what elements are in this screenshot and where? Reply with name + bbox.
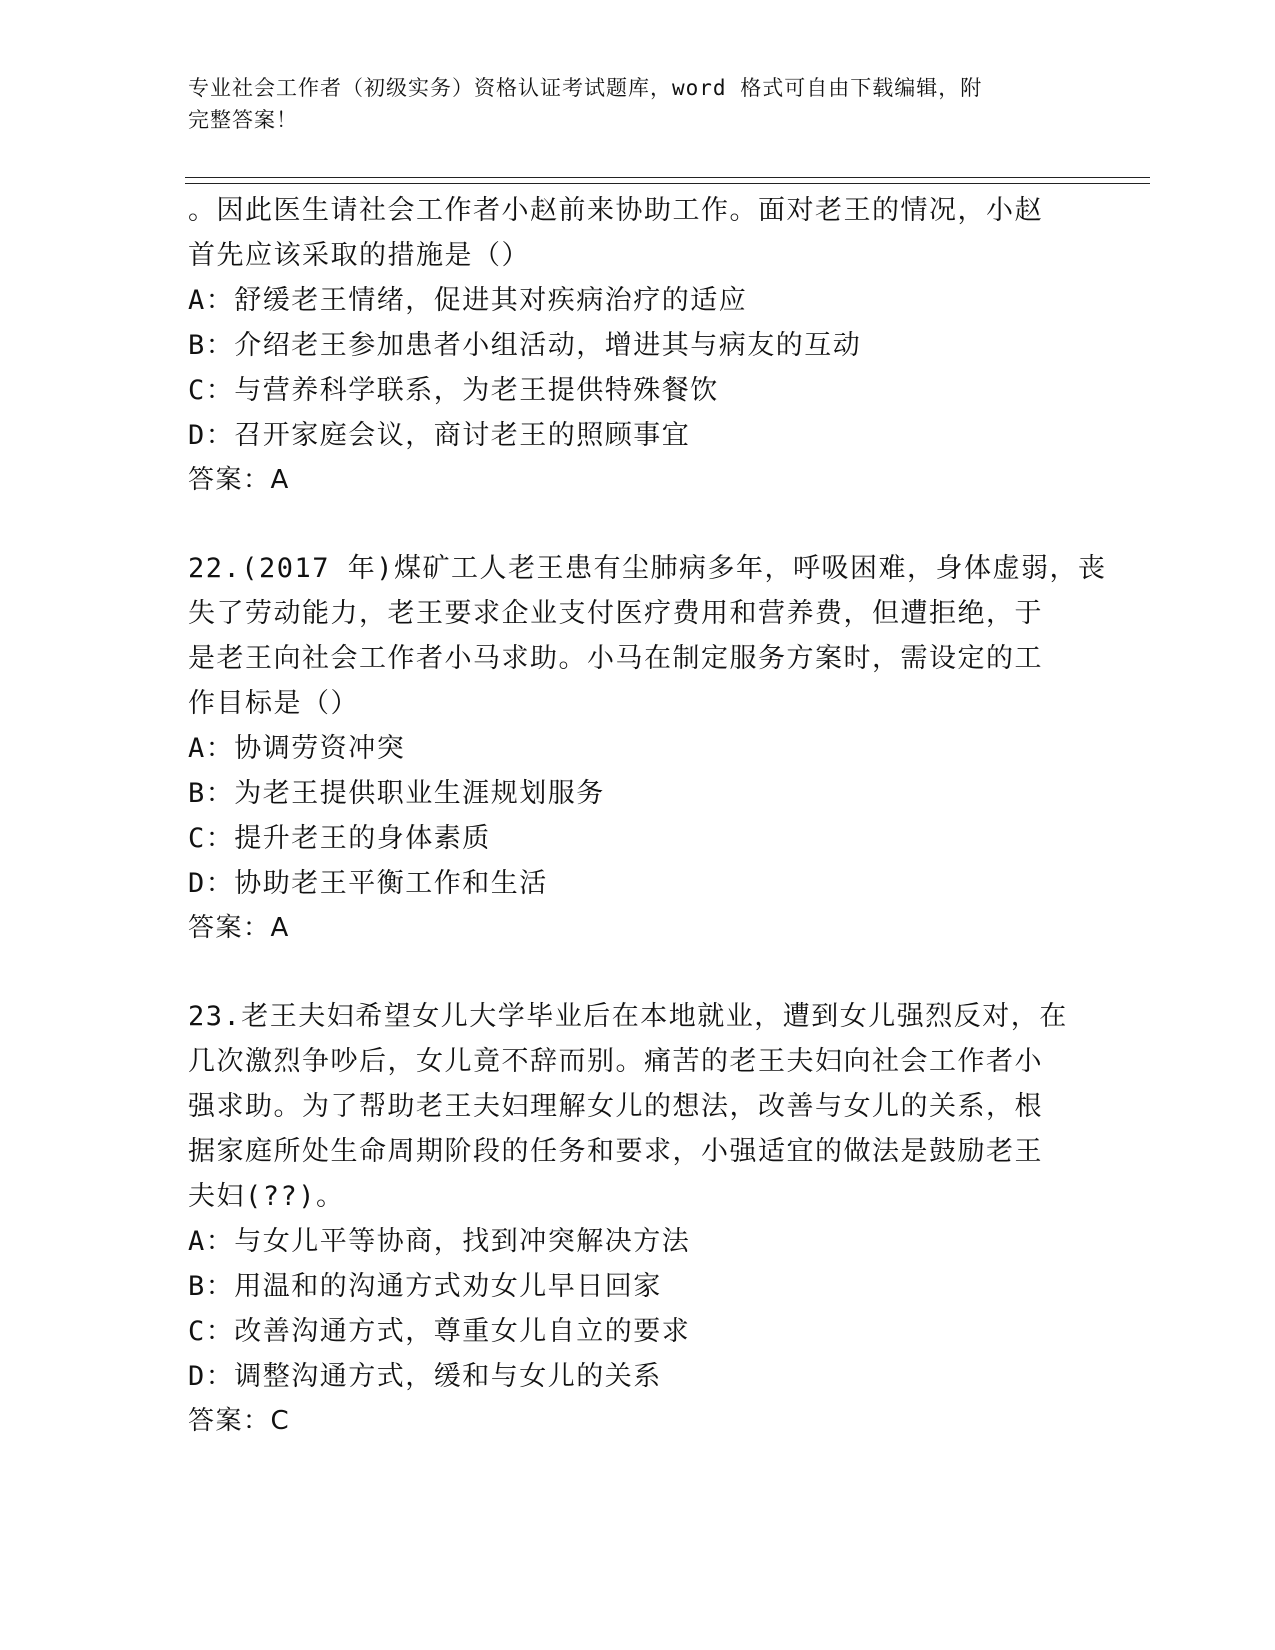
option-d: D：召开家庭会议，商讨老王的照顾事宜 bbox=[188, 420, 691, 451]
header-line-2: 完整答案！ bbox=[188, 108, 298, 132]
header-line-1: 专业社会工作者（初级实务）资格认证考试题库，word 格式可自由下载编辑，附 bbox=[188, 76, 983, 100]
option-a: A：协调劳资冲突 bbox=[188, 733, 406, 764]
question-text-line: 强求助。为了帮助老王夫妇理解女儿的想法，改善与女儿的关系，根 bbox=[188, 1091, 1043, 1122]
option-b: B：介绍老王参加患者小组活动，增进其与病友的互动 bbox=[188, 330, 862, 361]
answer: 答案：A bbox=[188, 913, 290, 943]
option-c: C：改善沟通方式，尊重女儿自立的要求 bbox=[188, 1316, 691, 1347]
spacer bbox=[188, 503, 1088, 546]
option-c: C：提升老王的身体素质 bbox=[188, 823, 491, 854]
question-text-line: 夫妇(??)。 bbox=[188, 1181, 345, 1212]
spacer bbox=[188, 951, 1088, 994]
option-b: B：用温和的沟通方式劝女儿早日回家 bbox=[188, 1271, 662, 1302]
document-body bbox=[188, 188, 1107, 1444]
page-header bbox=[188, 72, 1068, 136]
option-d: D：协助老王平衡工作和生活 bbox=[188, 868, 548, 899]
question-22 bbox=[188, 546, 1107, 951]
question-text-line: 几次激烈争吵后，女儿竟不辞而别。痛苦的老王夫妇向社会工作者小 bbox=[188, 1046, 1043, 1077]
option-d: D：调整沟通方式，缓和与女儿的关系 bbox=[188, 1361, 662, 1392]
option-c: C：与营养科学联系，为老王提供特殊餐饮 bbox=[188, 375, 719, 406]
question-text-line: 是老王向社会工作者小马求助。小马在制定服务方案时，需设定的工 bbox=[188, 643, 1043, 674]
header-divider-bottom bbox=[185, 183, 1150, 184]
question-23 bbox=[188, 994, 1088, 1444]
option-a: A：与女儿平等协商，找到冲突解决方法 bbox=[188, 1226, 691, 1257]
question-text-line: 。因此医生请社会工作者小赵前来协助工作。面对老王的情况，小赵 bbox=[188, 195, 1043, 226]
answer: 答案：C bbox=[188, 1406, 291, 1436]
question-text-line: 23.老王夫妇希望女儿大学毕业后在本地就业，遭到女儿强烈反对，在 bbox=[188, 1001, 1068, 1032]
answer: 答案：A bbox=[188, 465, 290, 495]
option-b: B：为老王提供职业生涯规划服务 bbox=[188, 778, 605, 809]
question-text-line: 22.(2017 年)煤矿工人老王患有尘肺病多年，呼吸困难，身体虚弱，丧 bbox=[188, 553, 1107, 584]
question-21 bbox=[188, 188, 1088, 503]
question-text-line: 据家庭所处生命周期阶段的任务和要求，小强适宜的做法是鼓励老王 bbox=[188, 1136, 1043, 1167]
question-text-line: 首先应该采取的措施是（） bbox=[188, 240, 530, 271]
header-divider-top bbox=[185, 177, 1150, 178]
option-a: A：舒缓老王情绪，促进其对疾病治疗的适应 bbox=[188, 285, 748, 316]
question-text-line: 作目标是（） bbox=[188, 688, 359, 719]
question-text-line: 失了劳动能力，老王要求企业支付医疗费用和营养费，但遭拒绝，于 bbox=[188, 598, 1043, 629]
